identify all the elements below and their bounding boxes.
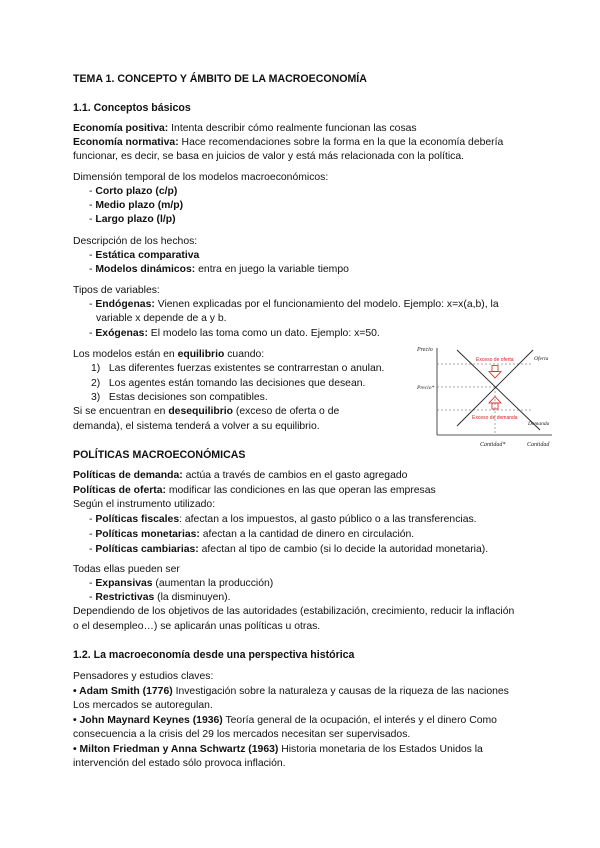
smith-line — [73, 685, 509, 698]
dependiendo-line: Dependiendo de los objetivos de las autoridades (estabilización, crecimiento, reducir la inflación — [73, 606, 515, 617]
list-item-medio: - Medio plazo (m/p) — [89, 200, 184, 211]
medio-plazo: Medio plazo (m/p) — [95, 200, 184, 211]
corto-plazo: Corto plazo (c/p) — [95, 186, 178, 197]
list-item-cambiarias: - Políticas cambiarias: afectan al tipo de cambio (si lo decide la autoridad monetaria). — [89, 544, 489, 555]
keynes-line — [73, 714, 497, 727]
smith-line-2: Los mercados se autoregulan. — [73, 700, 213, 711]
dimension-intro: Dimensión temporal de los modelos macroeconómicos: — [73, 172, 329, 183]
todas-intro: Todas ellas pueden ser — [73, 564, 180, 575]
equilibrio-bold: equilibrio — [177, 349, 225, 360]
list-item-largo: - Largo plazo (l/p) — [89, 214, 176, 225]
oferta-label: Oferta — [534, 356, 549, 362]
keynes-line-2: consecuencia a la crisis del 29 los mercados necesitan ser supervisados. — [73, 729, 411, 740]
friedman-line-2: intervención del estado sólo provoca inflación. — [73, 758, 286, 769]
politicas-demanda-line — [73, 469, 407, 482]
exogenas-label: Exógenas: — [95, 328, 148, 339]
restrictivas-label: Restrictivas — [95, 592, 155, 603]
exceso-demanda-label: Exceso de demanda — [472, 415, 518, 421]
politicas-heading: POLÍTICAS MACROECONÓMICAS — [73, 449, 246, 461]
list-item-restrictivas: - Restrictivas (la disminuyen). — [89, 592, 231, 603]
condition-2: 2) Los agentes están tomando las decisiones que desean. — [91, 378, 366, 389]
monetarias-text: afectan a la cantidad de dinero en circulación. — [199, 529, 415, 540]
cambiarias-text: afectan al tipo de cambio (si lo decide la autoridad monetaria). — [198, 544, 489, 555]
list-item-expansivas: - Expansivas (aumentan la producción) — [89, 578, 274, 589]
list-item-corto: - Corto plazo (c/p) — [89, 186, 178, 197]
cantidad-eq-label: Cantidad* — [480, 442, 506, 448]
endogenas-text-2: variable x depende de a y b. — [96, 313, 227, 324]
equilibrio-line — [73, 348, 264, 361]
estatica-comparativa: Estática comparativa — [95, 250, 200, 261]
condition-1: 1) Las diferentes fuerzas existentes se contrarrestan o anulan. — [91, 363, 385, 374]
arrow-down-icon — [489, 366, 501, 379]
endogenas-label: Endógenas: — [95, 299, 155, 310]
deseq-post: (exceso de oferta o de — [232, 406, 340, 417]
friedman-line — [73, 743, 483, 756]
list-item-monetarias: - Políticas monetarias: afectan a la cantidad de dinero en circulación. — [89, 529, 415, 540]
section-heading-1-1: 1.1. Conceptos básicos — [73, 102, 191, 114]
endogenas-text: Vienen explicadas por el funcionamiento del modelo. Ejemplo: x=x(a,b), la — [154, 299, 499, 310]
list-item-dinamicos: - Modelos dinámicos: entra en juego la variable tiempo — [89, 264, 349, 275]
deseq-bold: desequilibrio — [168, 406, 233, 417]
tipos-intro: Tipos de variables: — [73, 285, 160, 296]
modelos-dinamicos-label: Modelos dinámicos: — [95, 264, 196, 275]
economia-normativa-line — [73, 136, 503, 149]
fiscales-text: : afectan a los impuestos, al gasto público o a las transferencias. — [179, 514, 477, 525]
economia-positiva-text: Intenta describir cómo realmente funcionan las cosas — [168, 123, 417, 134]
precio-eq-label: Precio* — [417, 385, 435, 391]
politicas-demanda-label: Políticas de demanda: — [73, 470, 183, 481]
page-title: TEMA 1. CONCEPTO Y ÁMBITO DE LA MACROECONOMÍA — [73, 73, 367, 85]
desequilibrio-line — [73, 405, 339, 418]
list-item-estatica: - Estática comparativa — [89, 250, 200, 261]
restrictivas-text: (la disminuyen). — [154, 592, 231, 603]
economia-normativa-text-2: funcionar, es decir, se basa en juicios de valor y está más relacionada con la política. — [73, 151, 465, 162]
smith-label: • Adam Smith (1776) — [73, 686, 173, 697]
keynes-label: • John Maynard Keynes (1936) — [73, 715, 223, 726]
expansivas-text: (aumentan la producción) — [152, 578, 274, 589]
economia-positiva-label: Economía positiva: — [73, 123, 169, 134]
desequilibrio-line-2: demanda), el sistema tenderá a volver a su equilibrio. — [73, 421, 320, 432]
descripcion-intro: Descripción de los hechos: — [73, 236, 198, 247]
condition-1-text: Las diferentes fuerzas existentes se contrarrestan o anulan. — [108, 363, 385, 374]
condition-3-text: Estas decisiones son compatibles. — [108, 392, 268, 403]
fiscales-label: Políticas fiscales — [95, 514, 180, 525]
demanda-label: Demanda — [528, 421, 550, 427]
pensadores-intro: Pensadores y estudios claves: — [73, 671, 214, 682]
condition-3: 3) Estas decisiones son compatibles. — [91, 392, 268, 403]
precio-axis-label: Precio — [417, 347, 433, 353]
politicas-oferta-label: Políticas de oferta: — [73, 485, 166, 496]
exogenas-text: El modelo las toma como un dato. Ejemplo: x=50. — [147, 328, 380, 339]
modelos-dinamicos-text: entra en juego la variable tiempo — [195, 264, 349, 275]
section-heading-1-2: 1.2. La macroeconomía desde una perspectiva histórica — [73, 649, 355, 661]
economia-positiva-line — [73, 122, 417, 135]
expansivas-label: Expansivas — [95, 578, 153, 589]
list-item-endogenas: - Endógenas: Vienen explicadas por el funcionamiento del modelo. Ejemplo: x=x(a,b), la — [89, 299, 499, 310]
exceso-oferta-label: Exceso de oferta — [476, 357, 514, 363]
dependiendo-line-2: o el desempleo…) se aplicarán unas políticas u otras. — [73, 621, 321, 632]
monetarias-label: Políticas monetarias: — [95, 529, 200, 540]
smith-text: Investigación sobre la naturaleza y causas de la riqueza de las naciones — [172, 686, 509, 697]
friedman-text: Historia monetaria de los Estados Unidos la — [278, 744, 483, 755]
friedman-label: • Milton Friedman y Anna Schwartz (1963) — [73, 744, 279, 755]
condition-2-text: Los agentes están tomando las decisiones que desean. — [108, 378, 366, 389]
equilibrio-post: cuando: — [224, 349, 265, 360]
politicas-oferta-text: modificar las condiciones en las que operan las empresas — [165, 485, 436, 496]
list-item-exogenas: - Exógenas: El modelo las toma como un dato. Ejemplo: x=50. — [89, 328, 380, 339]
instrumento-intro: Según el instrumento utilizado: — [73, 499, 216, 510]
cambiarias-label: Políticas cambiarias: — [95, 544, 199, 555]
equilibrio-pre: Los modelos están en — [73, 349, 178, 360]
economia-normativa-text: Hace recomendaciones sobre la forma en la que la economía debería — [178, 137, 504, 148]
supply-demand-graph — [415, 340, 555, 455]
politicas-oferta-line — [73, 484, 436, 497]
list-item-fiscales: - Políticas fiscales: afectan a los impuestos, al gasto público o a las transferencias. — [89, 514, 477, 525]
keynes-text: Teoría general de la ocupación, el interés y el dinero Como — [222, 715, 497, 726]
deseq-pre: Si se encuentran en — [73, 406, 169, 417]
economia-normativa-label: Economía normativa: — [73, 137, 179, 148]
largo-plazo: Largo plazo (l/p) — [95, 214, 176, 225]
cantidad-axis-label: Cantidad — [527, 442, 550, 448]
politicas-demanda-text: actúa a través de cambios en el gasto agregado — [182, 470, 408, 481]
